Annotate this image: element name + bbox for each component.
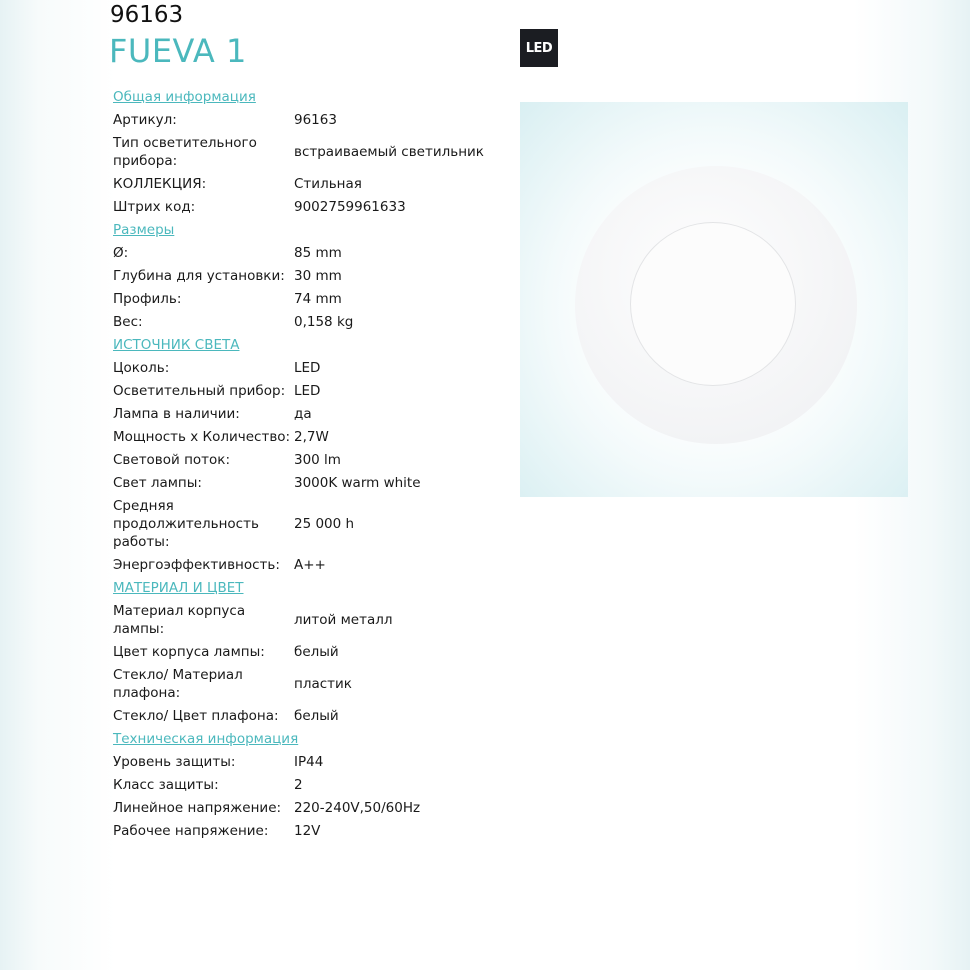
spec-row (113, 241, 513, 264)
spec-row (113, 172, 513, 195)
lamp-diffuser (630, 222, 796, 386)
spec-value: 30 mm (294, 267, 342, 284)
spec-label: Энергоэффективность: (113, 556, 280, 573)
spec-label: Артикул: (113, 111, 177, 128)
spec-label: Вес: (113, 313, 143, 330)
spec-value: белый (294, 707, 339, 724)
lamp-outer-ring (575, 166, 857, 444)
spec-value: Стильная (294, 175, 362, 192)
spec-label: Мощность x Количество: (113, 428, 291, 445)
spec-row (113, 310, 513, 333)
spec-row (113, 287, 513, 310)
spec-value: LED (294, 382, 321, 399)
spec-label: Стекло/ Материал плафона: (113, 666, 243, 701)
spec-row (113, 494, 513, 553)
spec-label: Глубина для установки: (113, 267, 285, 284)
spec-row (113, 108, 513, 131)
spec-label: Уровень защиты: (113, 753, 236, 770)
spec-label: Осветительный прибор: (113, 382, 286, 399)
spec-row (113, 819, 513, 842)
product-title: FUEVA 1 (109, 32, 247, 70)
spec-label: Ø: (113, 244, 129, 261)
spec-label: КОЛЛЕКЦИЯ: (113, 175, 207, 192)
spec-value: 96163 (294, 111, 337, 128)
spec-value: 220-240V,50/60Hz (294, 799, 421, 816)
spec-row (113, 640, 513, 663)
spec-value: пластик (294, 675, 352, 692)
spec-row (113, 131, 513, 172)
spec-value: IP44 (294, 753, 324, 770)
spec-label: Класс защиты: (113, 776, 219, 793)
spec-row (113, 704, 513, 727)
spec-label: Штрих код: (113, 198, 196, 215)
spec-value: 85 mm (294, 244, 342, 261)
spec-row (113, 599, 513, 640)
section-heading[interactable]: Общая информация (113, 88, 256, 105)
spec-list (113, 85, 513, 842)
spec-label: Рабочее напряжение: (113, 822, 269, 839)
spec-value: LED (294, 359, 321, 376)
spec-label: Световой поток: (113, 451, 231, 468)
spec-row (113, 264, 513, 287)
spec-value: встраиваемый светильник (294, 143, 484, 160)
spec-value: белый (294, 643, 339, 660)
spec-label: Цоколь: (113, 359, 170, 376)
spec-value: 74 mm (294, 290, 342, 307)
spec-label: Средняя продолжительность работы: (113, 497, 259, 550)
spec-label: Линейное напряжение: (113, 799, 282, 816)
spec-row (113, 402, 513, 425)
spec-value: да (294, 405, 312, 422)
spec-label: Стекло/ Цвет плафона: (113, 707, 279, 724)
spec-value: 9002759961633 (294, 198, 406, 215)
spec-value: 2,7W (294, 428, 329, 445)
spec-row (113, 663, 513, 704)
spec-row (113, 448, 513, 471)
spec-label: Цвет корпуса лампы: (113, 643, 265, 660)
spec-value: A++ (294, 556, 326, 573)
spec-value: литой металл (294, 611, 393, 628)
spec-row (113, 356, 513, 379)
product-image (520, 102, 908, 497)
spec-row (113, 379, 513, 402)
led-badge: LED (520, 29, 558, 67)
spec-value: 300 lm (294, 451, 341, 468)
section-heading[interactable]: Размеры (113, 221, 175, 238)
spec-value: 0,158 kg (294, 313, 354, 330)
section-heading[interactable]: ИСТОЧНИК СВЕТА (113, 336, 240, 353)
spec-label: Тип осветительного прибора: (113, 134, 257, 169)
spec-row (113, 471, 513, 494)
spec-row (113, 553, 513, 576)
spec-row (113, 425, 513, 448)
spec-label: Материал корпуса лампы: (113, 602, 246, 637)
spec-value: 12V (294, 822, 321, 839)
spec-row (113, 750, 513, 773)
spec-row (113, 773, 513, 796)
spec-label: Свет лампы: (113, 474, 202, 491)
spec-value: 3000K warm white (294, 474, 421, 491)
spec-label: Профиль: (113, 290, 182, 307)
product-code: 96163 (110, 2, 184, 28)
spec-value: 25 000 h (294, 515, 355, 532)
spec-label: Лампа в наличии: (113, 405, 240, 422)
spec-row (113, 195, 513, 218)
section-heading[interactable]: МАТЕРИАЛ И ЦВЕТ (113, 579, 244, 596)
spec-value: 2 (294, 776, 303, 793)
spec-row (113, 796, 513, 819)
section-heading[interactable]: Техническая информация (113, 730, 299, 747)
